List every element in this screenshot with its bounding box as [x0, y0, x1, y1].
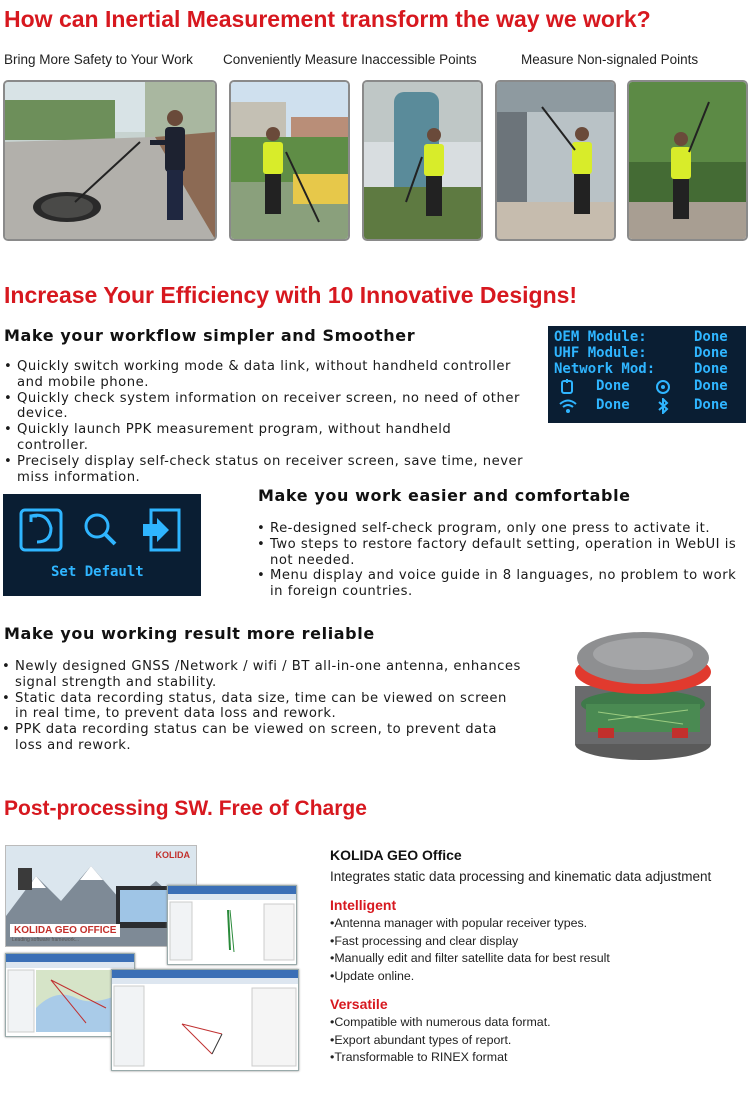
- list-item: • PPK data recording status can be viewed on screen, to prevent data loss and rework.: [2, 722, 522, 754]
- list-item: •Export abundant types of report.: [330, 1032, 512, 1047]
- set-default-screen: [3, 494, 201, 596]
- section-title-postprocessing: Post-processing SW. Free of Charge: [4, 797, 367, 820]
- screen-status-radio: Done: [596, 378, 630, 394]
- list-item: • Newly designed GNSS /Network / wifi / BT all-in-one antenna, enhances signal strength and stability.: [2, 659, 522, 691]
- wifi-icon: [558, 398, 578, 418]
- list-item: • Re-designed self-check program, only one press to activate it.: [257, 521, 747, 537]
- menu-icons: [17, 506, 187, 554]
- screen-label-network: Network Mod:: [554, 361, 656, 377]
- software-window-network: [111, 969, 299, 1071]
- caption-inaccessible: Conveniently Measure Inaccessible Points: [223, 52, 477, 67]
- software-banner-sub: Leading software framework...: [12, 937, 79, 943]
- screen-status-bluetooth: Done: [694, 397, 728, 413]
- gnss-icon: [654, 379, 672, 399]
- software-banner: KOLIDA GEO OFFICE: [10, 924, 120, 937]
- list-item: • Menu display and voice guide in 8 languages, no problem to work in foreign countries.: [257, 568, 747, 600]
- list-item: •Update online.: [330, 968, 415, 983]
- software-window-chart: [167, 885, 297, 965]
- section-title-inertial: How can Inertial Measurement transform the way we work?: [4, 6, 651, 32]
- screen-status-oem: Done: [694, 329, 728, 345]
- list-reliable: [2, 659, 522, 754]
- screen-status-wifi: Done: [596, 397, 630, 413]
- photo-street-survey: [3, 80, 217, 241]
- status-screen: [548, 326, 746, 423]
- photo-tank-survey: [362, 80, 483, 241]
- list-item: • Static data recording status, data size, time can be viewed on screen in real time, to prevent data loss and rework.: [2, 691, 522, 723]
- heading-versatile: Versatile: [330, 996, 388, 1012]
- heading-intelligent: Intelligent: [330, 897, 397, 913]
- caption-safety: Bring More Safety to Your Work: [4, 52, 193, 67]
- list-item: • Two steps to restore factory default setting, operation in WebUI is not needed.: [257, 537, 747, 569]
- screen-status-uhf: Done: [694, 345, 728, 361]
- bluetooth-icon: [656, 398, 670, 418]
- screen-status-network: Done: [694, 361, 728, 377]
- list-item: • Quickly switch working mode & data link, without handheld controller and mobile phone.: [4, 359, 524, 391]
- caption-non-signaled: Measure Non-signaled Points: [521, 52, 699, 67]
- list-item: • Precisely display self-check status on receiver screen, save time, never miss information.: [4, 454, 524, 486]
- photo-tree-survey: [627, 80, 748, 241]
- screen-label-uhf: UHF Module:: [554, 345, 647, 361]
- list-item: •Manually edit and filter satellite data for best result: [330, 951, 610, 966]
- list-easier: [257, 521, 747, 600]
- software-collage: [5, 845, 297, 1071]
- section-title-efficiency: Increase Your Efficiency with 10 Innovative Designs!: [4, 282, 578, 308]
- receiver-image: [568, 624, 718, 766]
- product-description: Integrates static data processing and kinematic data adjustment: [330, 869, 712, 884]
- set-default-label: Set Default: [51, 564, 144, 580]
- list-versatile: [330, 1014, 740, 1067]
- kolida-logo: KOLIDA: [155, 850, 190, 860]
- screen-label-oem: OEM Module:: [554, 329, 647, 345]
- list-item: •Compatible with numerous data format.: [330, 1015, 551, 1029]
- photo-ceiling-survey: [495, 80, 616, 241]
- heading-workflow: Make your workflow simpler and Smoother: [4, 326, 416, 345]
- list-item: • Quickly launch PPK measurement program, without handheld controller.: [4, 422, 524, 454]
- screen-status-gnss: Done: [694, 378, 728, 394]
- list-item: •Fast processing and clear display: [330, 933, 519, 948]
- photo-water-survey: [229, 80, 350, 241]
- list-item: • Quickly check system information on receiver screen, no need of other device.: [4, 391, 524, 423]
- radio-icon: [558, 379, 576, 399]
- list-workflow: [4, 359, 524, 485]
- product-name: KOLIDA GEO Office: [330, 847, 462, 863]
- heading-reliable: Make you working result more reliable: [4, 624, 375, 643]
- heading-easier: Make you work easier and comfortable: [258, 486, 631, 505]
- list-item: •Transformable to RINEX format: [330, 1050, 508, 1065]
- list-intelligent: [330, 915, 740, 985]
- list-item: •Antenna manager with popular receiver types.: [330, 916, 588, 930]
